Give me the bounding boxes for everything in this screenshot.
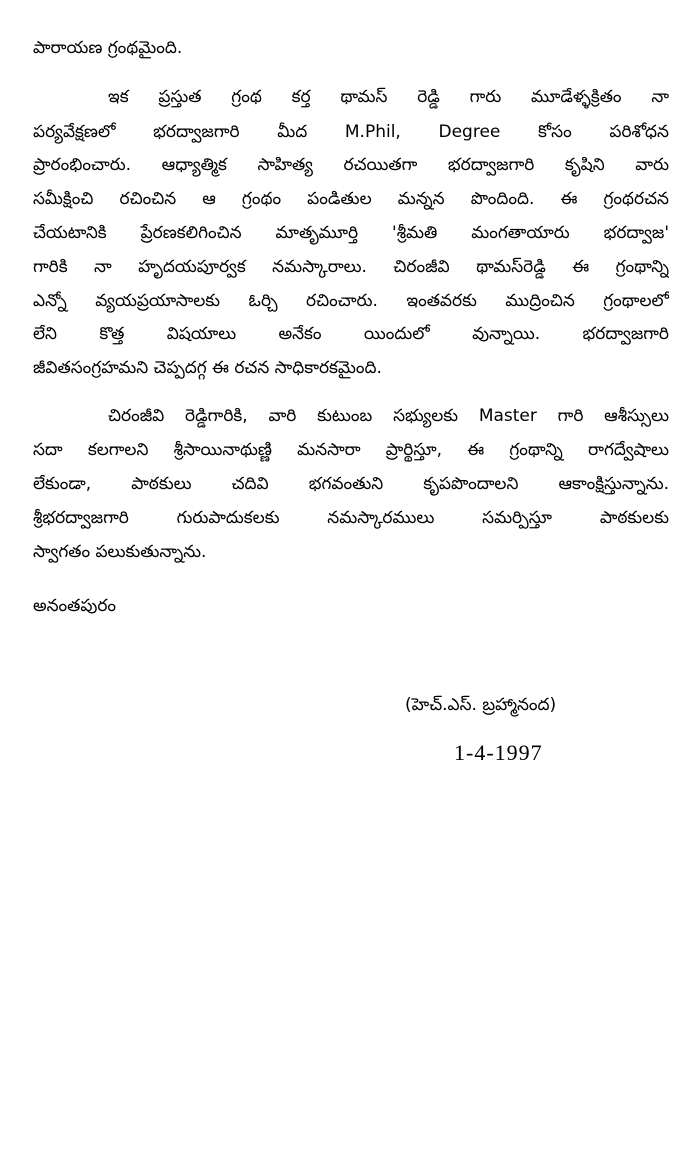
date-line: 1-4-1997 [454,740,543,765]
author-signature: (హెచ్.ఎస్. బ్రహ్మానంద) [405,695,557,715]
paragraph-1-line-1: ఇక ప్రస్తుత గ్రంథ కర్త థామస్ రెడ్డి గారు మూడేళ్ళక్రితం నా [108,87,669,107]
paragraph-1-line-6: గారికి నా హృదయపూర్వక నమస్కారాలు. చిరంజీవి థామస్‌రెడ్డి ఈ గ్రంథాన్ని [33,257,669,277]
paragraph-1-line-2: పర్యవేక్షణలో భరద్వాజగారి మీద M.Phil, Degree కోసం పరిశోధన [33,122,669,142]
place-name: అనంతపురం [33,596,117,616]
paragraph-1-line-4: సమీక్షించి రచించిన ఆ గ్రంథం పండితుల మన్నన పొందింది. ఈ గ్రంథరచన [33,189,669,209]
paragraph-1-line-9: జీవితసంగ్రహమని చెప్పదగ్గ ఈ రచన సాధికారకమైంది. [33,358,382,378]
paragraph-1-line-3: ప్రారంభించారు. ఆధ్యాత్మిక సాహిత్య రచయితగా భరద్వాజగారి కృషిని వారు [33,155,669,175]
paragraph-2-line-1: చిరంజీవి రెడ్డిగారికి, వారి కుటుంబ సభ్యులకు Master గారి ఆశీస్సులు [108,406,669,426]
paragraph-1-line-7: ఎన్నో వ్యయప్రయాసాలకు ఓర్చి రచించారు. ఇంతవరకు ముద్రించిన గ్రంథాలలో [33,291,669,311]
paragraph-2-line-2: సదా కలగాలని శ్రీసాయినాథుణ్ణి మనసారా ప్రార్థిస్తూ, ఈ గ్రంథాన్ని రాగద్వేషాలు [33,440,669,460]
paragraph-1-line-8: లేని కొత్త విషయాలు అనేకం యిందులో వున్నాయి. భరద్వాజగారి [33,324,669,344]
paragraph-2-line-3: లేకుండా, పాఠకులు చదివి భగవంతుని కృపపొందాలని ఆకాంక్షిస్తున్నాను. [33,474,669,494]
paragraph-2-line-5: స్వాగతం పలుకుతున్నాను. [33,542,207,562]
paragraph-1-line-5: చేయటానికి ప్రేరణకలిగించిన మాతృమూర్తి 'శ్రీమతి మంగతాయారు భరద్వాజ' [33,223,669,243]
opening-line: పారాయణ గ్రంథమైంది. [33,38,183,58]
paragraph-2-line-4: శ్రీభరద్వాజగారి గురుపాదుకలకు నమస్కారములు సమర్పిస్తూ పాఠకులకు [33,508,669,528]
